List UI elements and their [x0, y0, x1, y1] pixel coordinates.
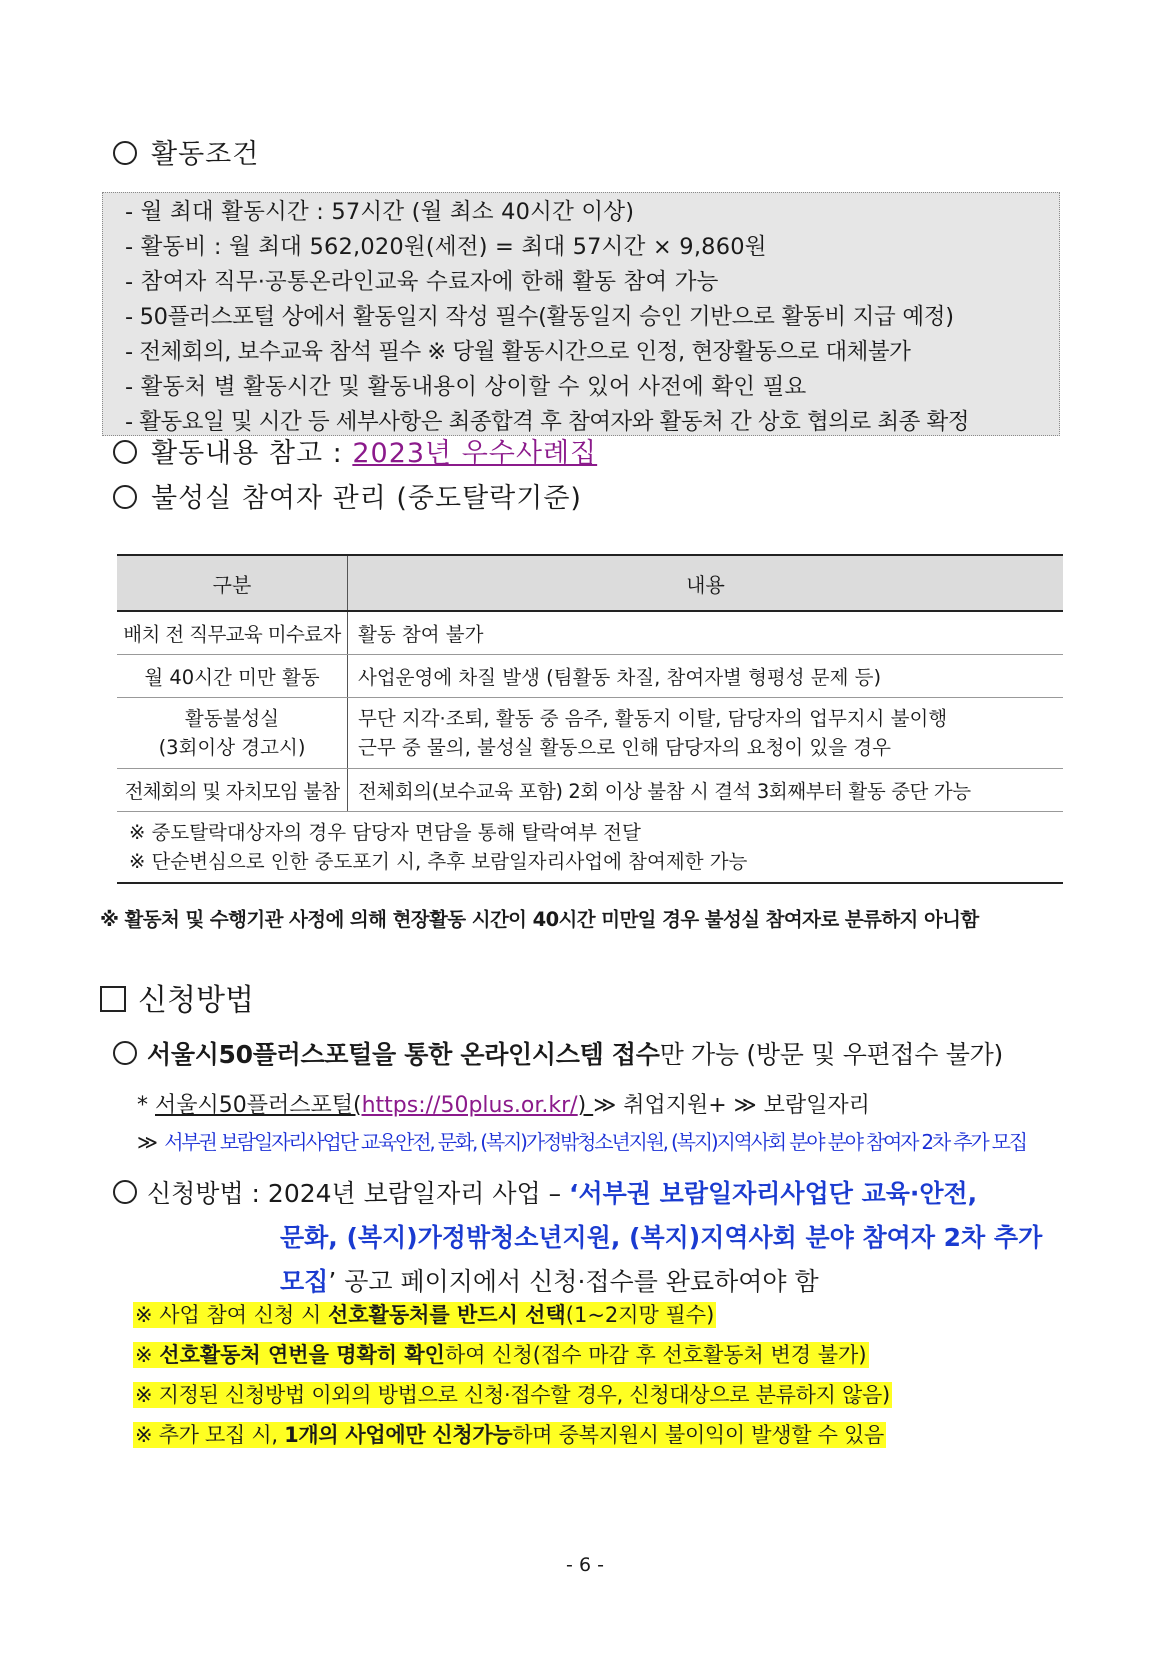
best-practices-link[interactable]: 2023년 우수사례집 — [352, 438, 598, 469]
row-content: 활동 참여 불가 — [348, 611, 1064, 655]
column-header-category: 구분 — [117, 555, 348, 611]
dropout-footnote: ※ 활동처 및 수행기관 사정에 의해 현장활동 시간이 40시간 미만일 경우 불성실 참여자로 분류하지 아니함 — [100, 908, 979, 931]
conditions-heading: 활동조건 — [113, 132, 259, 171]
condition-item: - 활동비 : 월 최대 562,020원(세전) = 최대 57시간 × 9,860원 — [125, 234, 767, 260]
circle-bullet-icon — [113, 485, 137, 509]
condition-item: - 활동처 별 활동시간 및 활동내용이 상이할 수 있어 사전에 확인 필요 — [125, 374, 807, 400]
condition-item: - 전체회의, 보수교육 참석 필수 ※ 당월 활동시간으로 인정, 현장활동으로 대체불가 — [125, 339, 911, 365]
row-category: 배치 전 직무교육 미수료자 — [117, 611, 348, 655]
reference-line: 활동내용 참고 : 2023년 우수사례집 — [113, 431, 597, 470]
condition-item: - 월 최대 활동시간 : 57시간 (월 최소 40시간 이상) — [125, 199, 635, 225]
page-number: - 6 - — [566, 1554, 604, 1576]
row-content: 무단 지각·조퇴, 활동 중 음주, 활동지 이탈, 담당자의 업무지시 불이행 근무 중 물의, 불성실 활동으로 인해 담당자의 요청이 있을 경우 — [348, 698, 1064, 769]
circle-bullet-icon — [113, 1041, 137, 1065]
row-content: 사업운영에 차질 발생 (팀활동 차질, 참여자별 형평성 문제 등) — [348, 655, 1064, 698]
row-category: 월 40시간 미만 활동 — [117, 655, 348, 698]
conditions-box — [102, 192, 1060, 436]
warning-item: ※ 추가 모집 시, 1개의 사업에만 신청가능하며 중복지원시 불이익이 발생할 수 있음 — [135, 1423, 884, 1447]
apply-section-title: 신청방법 — [100, 975, 254, 1019]
condition-item: - 활동요일 및 시간 등 세부사항은 최종합격 후 참여자와 활동처 간 상호 협의로 최종 확정 — [125, 409, 969, 435]
dropout-criteria-table — [117, 554, 1063, 884]
warning-item: ※ 지정된 신청방법 이외의 방법으로 신청·접수할 경우, 신청대상으로 분류하지 않음) — [135, 1383, 890, 1407]
portal-link[interactable]: 서울시50플러스포털(https://50plus.or.kr/) — [155, 1093, 594, 1118]
square-bullet-icon — [100, 986, 126, 1012]
notice-title-link[interactable]: 서부권 보람일자리사업단 교육안전, 문화, (복지)가정밖청소년지원, (복지)지역사회 분야 분야 참여자 2차 추가 모집 — [164, 1130, 1026, 1154]
table-notes-row — [117, 812, 1063, 884]
circle-bullet-icon — [113, 141, 137, 165]
row-category: 활동불성실 (3회이상 경고시) — [117, 698, 348, 769]
warning-item: ※ 선호활동처 연번을 명확히 확인하여 신청(접수 마감 후 선호활동처 변경 불가) — [135, 1343, 867, 1367]
table-row — [117, 769, 1063, 812]
column-header-content: 내용 — [348, 555, 1064, 611]
table-row — [117, 698, 1063, 769]
row-content: 전체회의(보수교육 포함) 2회 이상 불참 시 결석 3회째부터 활동 중단 가능 — [348, 769, 1064, 812]
dropout-heading: 불성실 참여자 관리 (중도탈락기준) — [113, 476, 582, 515]
table-row — [117, 655, 1063, 698]
apply-online-line: 서울시50플러스포털을 통한 온라인시스템 접수만 가능 (방문 및 우편접수 불가) — [113, 1035, 1003, 1071]
portal-path-line: * 서울시50플러스포털(https://50plus.or.kr/) ≫ 취업지원+ ≫ 보람일자리 — [137, 1093, 870, 1118]
condition-item: - 50플러스포털 상에서 활동일지 작성 필수(활동일지 승인 기반으로 활동비 지급 예정) — [125, 304, 954, 330]
table-row — [117, 611, 1063, 655]
row-category: 전체회의 및 자치모임 불참 — [117, 769, 348, 812]
table-header-row — [117, 555, 1063, 611]
circle-bullet-icon — [113, 1180, 137, 1204]
condition-item: - 참여자 직무·공통온라인교육 수료자에 한해 활동 참여 가능 — [125, 269, 719, 295]
portal-path-line-2: ≫ 서부권 보람일자리사업단 교육안전, 문화, (복지)가정밖청소년지원, (복지)지역사회 분야 분야 참여자 2차 추가 모집 — [137, 1130, 1026, 1154]
circle-bullet-icon — [113, 440, 137, 464]
table-notes: ※ 중도탈락대상자의 경우 담당자 면담을 통해 탈락여부 전달 ※ 단순변심으로 인한 중도포기 시, 추후 보람일자리사업에 참여제한 가능 — [117, 812, 1063, 884]
apply-warnings — [133, 1296, 892, 1456]
warning-item: ※ 사업 참여 신청 시 선호활동처를 반드시 선택(1~2지망 필수) — [135, 1303, 715, 1327]
apply-method: 신청방법 : 2024년 보람일자리 사업 – ‘서부권 보람일자리사업단 교육·안전, 문화, (복지)가정밖청소년지원, (복지)지역사회 분야 참여자 2차 추가 모집’ 공고 페이지에서 신청·접수를 완료하여야 함 — [113, 1172, 1042, 1304]
